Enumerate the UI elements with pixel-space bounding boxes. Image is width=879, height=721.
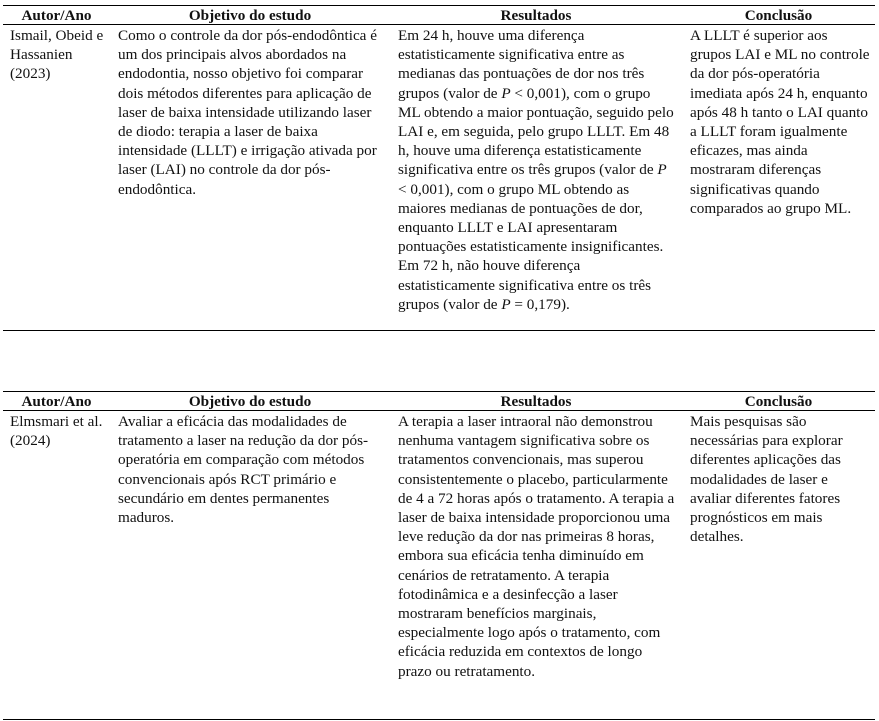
study-table-1	[3, 5, 875, 331]
header-results: Resultados	[390, 6, 682, 25]
study-table-2	[3, 391, 875, 720]
results-text-4: = 0,179).	[510, 295, 570, 313]
cell-results: A terapia a laser intraoral não demonstrou nenhuma vantagem significativa sobre os tratamentos convencionais, mas superou consistentemente o placebo, particularmente de 4 a 72 horas após o tratamento. A terapia a laser de baixa intensidade proporcionou uma leve redução da dor nas primeiras 8 horas, embora sua eficácia tenha diminuído em cenários de retratamento. A terapia fotodinâmica e a desinfecção a laser mostraram benefícios marginais, especialmente logo após o tratamento, com eficácia reduzida em contextos de longo prazo ou retratamento.	[390, 411, 682, 720]
cell-results	[390, 25, 682, 331]
table-row	[3, 411, 875, 720]
p-value-symbol: P	[501, 84, 511, 102]
p-value-symbol: P	[501, 295, 511, 313]
header-objective: Objetivo do estudo	[110, 6, 390, 25]
cell-conclusion: Mais pesquisas são necessárias para explorar diferentes aplicações das modalidades de laser e avaliar diferentes fatores prognósticos em mais detalhes.	[682, 411, 875, 720]
table-header-row	[3, 392, 875, 411]
header-author: Autor/Ano	[3, 6, 110, 25]
header-author: Autor/Ano	[3, 392, 110, 411]
results-text-3: < 0,001), com o grupo ML obtendo as maiores medianas de pontuações de dor, enquanto LLLT e LAI apresentaram pontuações estatisticamente insignificantes. Em 72 h, não houve diferença estatisticamente significativa entre os três grupos (valor de	[398, 180, 664, 313]
header-conclusion: Conclusão	[682, 392, 875, 411]
results-text-1: Em 24 h, houve uma diferença estatisticamente significativa entre as medianas das pontuações de dor nos três grupos (valor de	[398, 27, 645, 102]
cell-objective: Avaliar a eficácia das modalidades de tratamento a laser na redução da dor pós-operatória em comparação com métodos convencionais após RCT primário e secundário em dentes permanentes maduros.	[110, 411, 390, 720]
cell-author: Elmsmari et al. (2024)	[3, 411, 110, 720]
cell-conclusion: A LLLT é superior aos grupos LAI e ML no controle da dor pós-operatória imediata após 24 h, enquanto após 48 h tanto o LAI quanto a LLLT foram igualmente eficazes, mas ainda mostraram diferenças significativas quando comparados ao grupo ML.	[682, 25, 875, 331]
header-results: Resultados	[390, 392, 682, 411]
results-text-2: < 0,001), com o grupo ML obtendo a maior pontuação, seguido pelo LAI e, em seguida, pelo grupo LLLT. Em 48 h, houve uma diferença estatisticamente significativa entre os três grupos (valor de	[398, 84, 674, 179]
table-header-row	[3, 6, 875, 25]
header-objective: Objetivo do estudo	[110, 392, 390, 411]
header-conclusion: Conclusão	[682, 6, 875, 25]
table-row	[3, 25, 875, 331]
cell-author: Ismail, Obeid e Hassanien (2023)	[3, 25, 110, 331]
p-value-symbol: P	[657, 161, 667, 179]
cell-objective: Como o controle da dor pós-endodôntica é um dos principais alvos abordados na endodontia, nosso objetivo foi comparar dois métodos diferentes para aplicação de laser de baixa intensidade utilizando laser de diodo: terapia a laser de baixa intensidade (LLLT) e irrigação ativada por laser (LAI) no controle da dor pós-endodôntica.	[110, 25, 390, 331]
